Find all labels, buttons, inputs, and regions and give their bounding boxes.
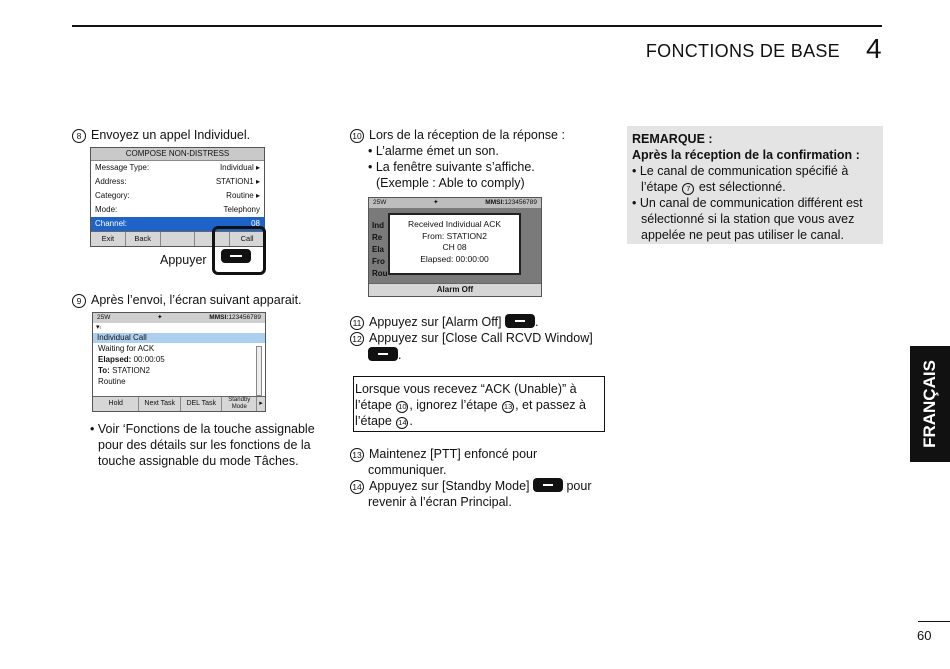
step-text: Appuyez sur [Standby Mode]: [369, 479, 530, 493]
frame-line: Lorsque vous recevez “ACK (Unable)” à: [355, 382, 577, 396]
step-text: Lors de la réception de la réponse :: [369, 128, 565, 142]
frame-part: .: [409, 414, 413, 428]
step-14: [350, 478, 592, 494]
step-12: [350, 330, 593, 346]
popup-line: From: STATION2: [422, 230, 487, 241]
step-text: Après l’envoi, l’écran suivant apparait.: [91, 293, 302, 307]
remarque-part: l’étape: [641, 180, 678, 194]
caret-right-icon: ▸: [259, 400, 263, 407]
to-value: STATION2: [112, 366, 151, 375]
signal-icon: ▾ₗ: [96, 324, 101, 331]
row-label: Address:: [95, 177, 127, 186]
row-value: 08: [251, 219, 260, 228]
status-bar: [369, 198, 541, 208]
elapsed-label: Elapsed:: [98, 355, 132, 364]
remarque-box: [627, 126, 883, 244]
appuyer-label: Appuyer: [160, 253, 207, 267]
step-number: 14: [350, 480, 364, 494]
step-number: 13: [503, 402, 513, 411]
fragment: Ind: [372, 221, 384, 230]
step-11: [350, 314, 538, 330]
ack-popup: [388, 213, 521, 275]
step-number: 8: [72, 129, 86, 143]
mmsi-label: MMSI:: [485, 199, 505, 206]
step-text: Appuyez sur [Alarm Off]: [369, 315, 502, 329]
del-task-softkey: DEL Task: [181, 397, 223, 411]
step-number: 12: [350, 332, 364, 346]
scrollbar: [256, 346, 262, 396]
to-label: To:: [98, 366, 110, 375]
step-number: 14: [398, 418, 407, 427]
frame-line: [355, 397, 604, 413]
bullet-cont: (Exemple : Able to comply): [376, 176, 525, 190]
language-tab-label: FRANÇAIS: [920, 360, 939, 448]
step-text: Maintenez [PTT] enfoncé pour: [369, 447, 538, 461]
exit-softkey: Exit: [91, 232, 126, 246]
step-number: 11: [350, 316, 364, 330]
step-10: [350, 127, 565, 143]
step-tail: .: [534, 315, 539, 329]
frame-part: , ignorez l’étape: [409, 398, 498, 412]
background-fragments: [372, 220, 388, 280]
step-10-bullets: [368, 143, 535, 191]
softkey-icon: [221, 249, 251, 263]
step-text: pour: [566, 479, 592, 493]
screen-row: [91, 175, 264, 189]
fragment: Re: [372, 233, 383, 242]
mmsi-number: 123456789: [228, 314, 261, 321]
section-title: FONCTIONS DE BASE: [645, 41, 840, 61]
page-number-rule: [918, 621, 950, 622]
step-number: 13: [350, 448, 364, 462]
remarque-text: [627, 126, 883, 243]
voir-line: touche assignable du mode Tâches.: [98, 454, 299, 468]
individual-call-screen: [92, 312, 266, 412]
fragment: Ela: [372, 245, 385, 254]
page-number: 60: [917, 628, 932, 643]
row-value: Routine: [226, 191, 254, 200]
frame-line: [355, 413, 604, 429]
gps-icon: ✦: [433, 199, 439, 206]
row-label: Channel:: [95, 219, 128, 228]
row-label: Message Type:: [95, 163, 150, 172]
step-13: [350, 446, 537, 462]
frame-part: , et passez à: [515, 398, 586, 412]
popup-line: CH 08: [442, 242, 467, 252]
remarque-line: • Un canal de communication différent est: [632, 196, 863, 210]
step-text: Appuyez sur [Close Call RCVD Window]: [369, 331, 593, 345]
caret-right-icon: ▸: [255, 163, 260, 172]
row-value: Individual: [219, 163, 254, 172]
bullet: • La fenêtre suivante s’affiche.: [368, 160, 535, 174]
voir-line: pour des détails sur les fonctions de la: [98, 438, 311, 452]
row-value: Telephony: [223, 205, 260, 214]
step-number: 7: [682, 183, 694, 195]
frame-text: [354, 377, 604, 429]
step-number: 9: [72, 294, 86, 308]
category-line: Routine: [98, 377, 126, 386]
row-label: Category:: [95, 191, 130, 200]
to-line: [93, 365, 265, 376]
bullet: • L’alarme émet un son.: [368, 144, 499, 158]
screen-row: [91, 161, 264, 175]
hold-softkey: Hold: [93, 397, 139, 411]
status-bar: [93, 313, 265, 323]
screen-title: COMPOSE NON-DISTRESS: [91, 148, 264, 161]
step-13-cont: communiquer.: [368, 463, 447, 477]
step-12-key: [368, 347, 401, 363]
remarque-line: [632, 179, 883, 195]
call-softkey: Call: [240, 234, 254, 243]
voir-note: [90, 421, 315, 469]
power-level: 25W: [373, 199, 387, 206]
remarque-part: est sélectionné.: [698, 180, 786, 194]
mmsi-number: 123456789: [504, 199, 537, 206]
voir-line: • Voir ‘Fonctions de la touche assignable: [90, 422, 315, 436]
screen-row: [91, 203, 264, 217]
alarm-off-softkey: Alarm Off: [369, 283, 541, 296]
ack-unable-note: [353, 376, 605, 432]
remarque-subtitle: Après la réception de la confirmation :: [632, 148, 860, 162]
popup-line: Elapsed: 00:00:00: [420, 253, 489, 264]
frame-part: l’étape: [355, 414, 392, 428]
call-header: Individual Call: [93, 333, 265, 343]
step-14-cont: revenir à l’écran Principal.: [368, 495, 512, 509]
step-8: [72, 127, 250, 143]
elapsed-line: [93, 354, 265, 365]
gps-icon: ✦: [157, 314, 163, 321]
popup-line: Received Individual ACK: [407, 219, 502, 229]
standby-mode-softkey: Standby Mode: [222, 397, 257, 411]
softkey-icon: [533, 478, 563, 492]
step-text: Envoyez un appel Individuel.: [91, 128, 251, 142]
step-number: 10: [398, 402, 407, 411]
frame-part: l’étape: [355, 398, 392, 412]
remarque-title: REMARQUE :: [632, 132, 713, 146]
remarque-line: • Le canal de communication spécifié à: [632, 164, 849, 178]
status-line: Waiting for ACK: [98, 344, 155, 353]
softkey-icon: [368, 347, 398, 361]
softkey-bar: [93, 396, 265, 411]
remarque-line: sélectionné si la station que vous avez: [641, 212, 855, 226]
ack-received-screen: [368, 197, 542, 297]
screen-row: [91, 189, 264, 203]
softkey-icon: [505, 314, 535, 328]
remarque-line: appelée ne peut pas utiliser le canal.: [641, 228, 844, 242]
chapter-number: 4: [866, 33, 882, 64]
elapsed-value: 00:00:05: [133, 355, 165, 364]
back-softkey: Back: [126, 232, 161, 246]
header-rule: [72, 25, 882, 27]
mmsi-label: MMSI:: [209, 314, 229, 321]
step-number: 10: [350, 129, 364, 143]
caret-right-icon: ▸: [255, 177, 260, 186]
step-9: [72, 292, 302, 308]
fragment: Rou: [372, 269, 388, 278]
row-value: STATION1: [215, 177, 254, 186]
fragment: Fro: [372, 257, 385, 266]
row-label: Mode:: [95, 205, 118, 214]
step-tail: .: [398, 348, 402, 362]
power-level: 25W: [97, 314, 111, 321]
next-task-softkey: Next Task: [139, 397, 181, 411]
caret-right-icon: ▸: [255, 191, 260, 200]
blank-softkey: [161, 232, 196, 246]
